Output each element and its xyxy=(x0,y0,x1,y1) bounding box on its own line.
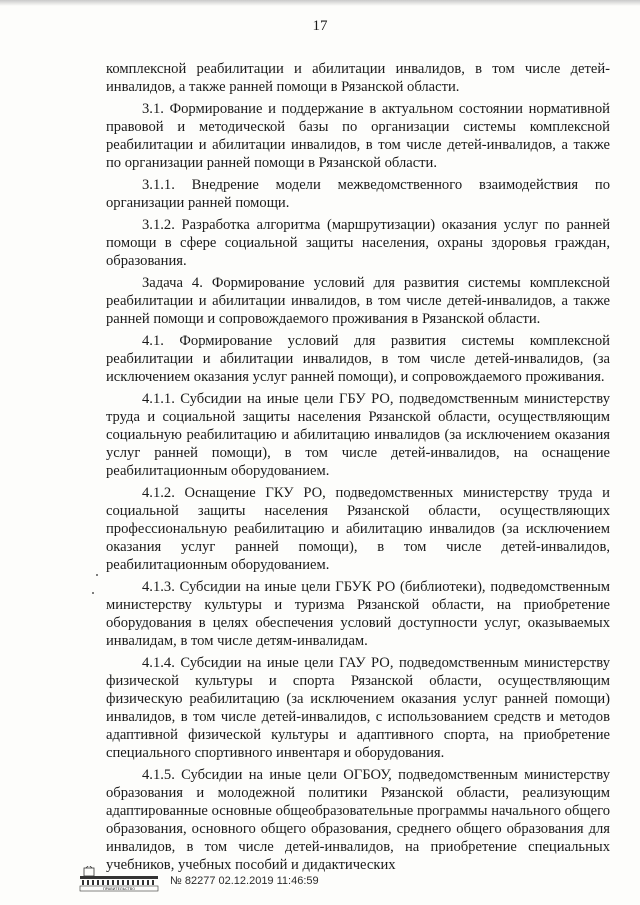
document-body xyxy=(106,60,610,878)
paragraph-4-1-4: 4.1.4. Субсидии на иные цели ГАУ РО, подведомственным министерству физической культуры и спорта Рязанской области, осуществляющим физическую реабилитацию (за исключением оказания услуг ранней помощи) инвалидов, в том числе детей-инвалидов, с использованием средств и методов адаптивной физической культуры и адаптивного спорта, на приобретение специального спортивного инвентаря и оборудования. xyxy=(106,655,610,761)
scan-speck xyxy=(96,574,98,576)
scan-speck xyxy=(92,592,94,594)
scan-top-edge xyxy=(0,0,640,6)
registration-number: № 82277 02.12.2019 11:46:59 xyxy=(170,875,319,887)
government-stamp-icon xyxy=(78,866,160,892)
paragraph-task-4: Задача 4. Формирование условий для развития системы комплексной реабилитации и абилитации инвалидов, в том числе детей-инвалидов, а также ранней помощи и сопровождаемого проживания в Рязанской области. xyxy=(106,275,610,327)
paragraph-3-1-1: 3.1.1. Внедрение модели межведомственного взаимодействия по организации ранней помощи. xyxy=(106,177,610,211)
stamp-text: ПРАВИТЕЛЬСТВО xyxy=(102,887,136,892)
paragraph-4-1-2: 4.1.2. Оснащение ГКУ РО, подведомственных министерству труда и социальной защиты населения Рязанской области, осуществляющих профессиональную реабилитацию и абилитацию инвалидов (за исключением оказания услуг ранней помощи), в том числе детей-инвалидов, реабилитационным оборудованием. xyxy=(106,485,610,573)
paragraph-continuation: комплексной реабилитации и абилитации инвалидов, в том числе детей-инвалидов, а также ранней помощи в Рязанской области. xyxy=(106,61,610,95)
paragraph-4-1-3: 4.1.3. Субсидии на иные цели ГБУК РО (библиотеки), подведомственным министерству культуры и туризма Рязанской области, на приобретение оборудования в целях обеспечения условий доступности услуг, оказываемых инвалидам, в том числе детям-инвалидам. xyxy=(106,579,610,649)
paragraph-4-1: 4.1. Формирование условий для развития системы комплексной реабилитации и абилитации инвалидов, в том числе детей-инвалидов, (за исключением оказания услуг ранней помощи), и сопровождаемого проживания. xyxy=(106,333,610,385)
footer xyxy=(78,866,478,896)
paragraph-4-1-1: 4.1.1. Субсидии на иные цели ГБУ РО, подведомственным министерству труда и социальной защиты населения Рязанской области, осуществляющим социальную реабилитацию и абилитацию инвалидов (за исключением оказания услуг ранней помощи), в том числе детей-инвалидов, на оснащение реабилитационным оборудованием. xyxy=(106,391,610,479)
page-number: 17 xyxy=(312,18,328,34)
paragraph-3-1: 3.1. Формирование и поддержание в актуальном состоянии нормативной правовой и методической базы по организации системы комплексной реабилитации и абилитации инвалидов, в том числе детей-инвалидов, а также по организации ранней помощи в Рязанской области. xyxy=(106,101,610,171)
paragraph-3-1-2: 3.1.2. Разработка алгоритма (маршрутизации) оказания услуг по ранней помощи в сфере социальной защиты населения, охраны здоровья граждан, образования. xyxy=(106,217,610,269)
paragraph-4-1-5: 4.1.5. Субсидии на иные цели ОГБОУ, подведомственным министерству образования и молодежной политики Рязанской области, реализующим адаптированные основные общеобразовательные программы начального общего образования, основного общего образования, среднего общего образования для инвалидов, в том числе детей-инвалидов, на приобретение специальных учебников, учебных пособий и дидактических xyxy=(106,767,610,873)
